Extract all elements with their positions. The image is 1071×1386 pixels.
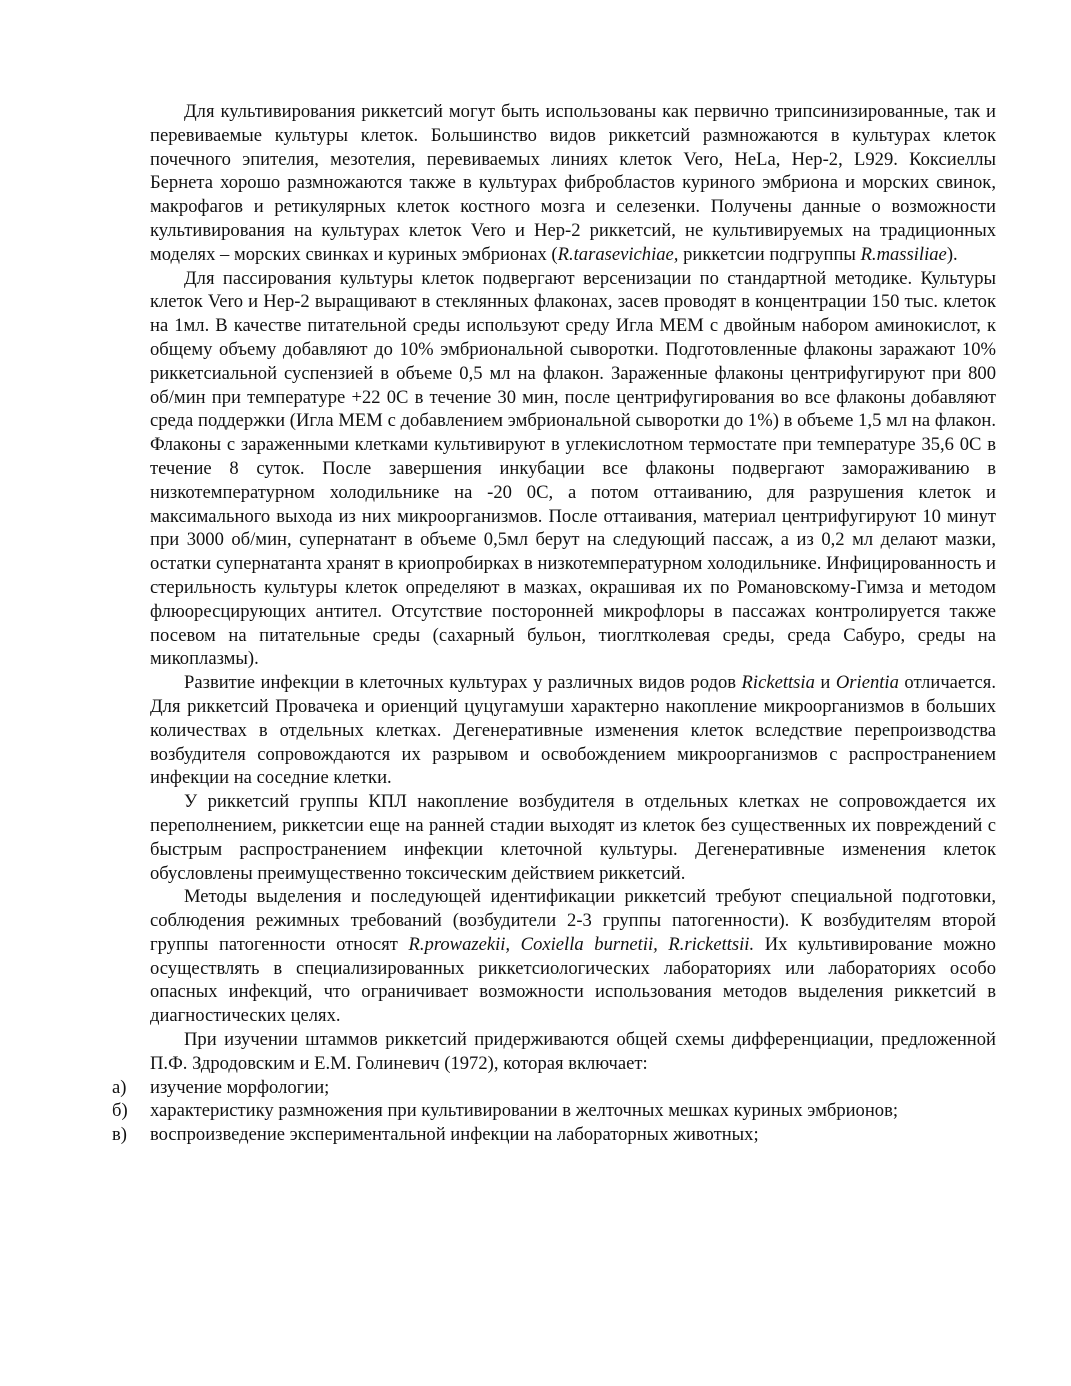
paragraph — [150, 671, 996, 790]
text-run: Для пассирования культуры клеток подвергают версенизации по стандартной методике. Культуры клеток Vero и Hep-2 выращивают в стеклянных флаконах, засев проводят в концентрации 150 тыс. клеток на 1мл. В качестве питательной среды используют среду Игла MEM с двойным набором аминокислот, к общему объему добавляют до 10% эмбриональной сыворотки. Подготовленные флаконы заражают 10% риккетсиальной суспензией в объеме 0,5 мл на флакон. Зараженные флаконы центрифугируют при 800 об/мин при температуре +22 0С в течение 30 мин, после центрифугирования во все флаконы добавляют среда поддержки (Игла MEM с добавлением эмбриональной сыворотки до 1%) в объеме 1,5 мл на флакон. Флаконы с зараженными клетками культивируют в углекислотном термостате при температуре 35,6 0С в течение 8 суток. После завершения инкубации все флаконы подвергают замораживанию в низкотемпературном холодильнике на -20 0С, а потом оттаиванию, для разрушения клеток и максимального выхода из них микроорганизмов. После оттаивания, материал центрифугируют 10 минут при 3000 об/мин, супернатант в объеме 0,5мл берут на следующий пассаж, а из 0,2 мл делают мазки, остатки супернатанта хранят в криопробирках в низкотемпературном холодильнике. Инфицированность и стерильность культуры клеток определяют в мазках, окрашивая их по Романовскому-Гимза и методом флюоресцирующих антител. Отсутствие посторонней микрофлоры в пассажах контролируется также посевом на питательные среды (сахарный бульон, тиоглтколевая среды, среда Сабуро, среды на микоплазмы). — [150, 267, 996, 670]
paragraph — [150, 100, 996, 267]
text-run: Методы выделения и последующей идентификации риккетсий требуют специальной подготовки, соблюдения режимных требований (возбудители 2-3 группы патогенности). К возбудителям второй группы патогенности относят — [150, 886, 996, 955]
text-run: отличается. Для риккетсий Провачека и ориенций цуцугамуши характерно накопление микроорганизмов в больших количествах в отдельных клетках. Дегенеративные изменения клеток вследствие перепроизводства возбудителя сопровождаются их разрывом и освобождением микроорганизмов с распространением инфекции на соседние клетки. — [150, 672, 996, 789]
body-text — [150, 100, 996, 1076]
paragraph — [150, 885, 996, 1028]
text-run: и — [814, 672, 836, 694]
text-run: Для культивирования риккетсий могут быть использованы как первично трипсинизированные, так и перевиваемые культуры клеток. Большинство видов риккетсий размножаются в культурах клеток почечного эпителия, мезотелия, перевиваемых линиях клеток Vero, HeLa, Hep-2, L929. Коксиеллы Бернета хорошо размножаются также в культурах фибробластов куриного эмбриона и морских свинок, макрофагов и ретикулярных клеток костного мозга и селезенки. Получены данные о возможности культивирования на культурах клеток Vero и Hep-2 риккетсий, не культивируемых на традиционных моделях – морских свинках и куриных эмбрионах ( — [150, 101, 996, 265]
paragraph — [150, 267, 996, 672]
text-run: У риккетсий группы КПЛ накопление возбудителя в отдельных клетках не сопровождается их переполнением, риккетсии еще на ранней стадии выходят из клеток без существенных их повреждений с быстрым распространением инфекции клеточной культуры. Дегенеративные изменения клеток обусловлены преимущественно токсическим действием риккетсий. — [150, 791, 996, 884]
list-item-text: воспроизведение экспериментальной инфекции на лабораторных животных; — [150, 1124, 759, 1146]
italic-text: Orientia — [835, 672, 899, 694]
italic-text: R.tarasevichiae, — [557, 243, 679, 265]
italic-text: R.massiliae — [860, 243, 947, 265]
list-item — [112, 1076, 996, 1100]
paragraph — [150, 790, 996, 885]
text-run: Развитие инфекции в клеточных культурах у различных видов родов — [184, 672, 742, 694]
list-item — [112, 1099, 996, 1123]
list-item — [112, 1123, 996, 1147]
paragraph — [150, 1028, 996, 1076]
criteria-list — [112, 1076, 996, 1147]
document-page — [112, 100, 996, 1147]
text-run: Их культивирование можно осуществлять в специализированных риккетсиологических лабораториях или лабораториях особо опасных инфекций, что ограничивает возможности использования методов выделения риккетсий в диагностических целях. — [150, 933, 996, 1027]
text-run: При изучении штаммов риккетсий придерживаются общей схемы дифференциации, предложенной П.Ф. Здродовским и Е.М. Голиневич (1972), которая включает: — [150, 1029, 996, 1074]
list-item-text: изучение морфологии; — [150, 1076, 330, 1098]
list-marker: а) — [112, 1076, 127, 1098]
text-run: риккетсии подгруппы — [678, 243, 861, 265]
list-marker: б) — [112, 1100, 128, 1122]
list-item-text: характеристику размножения при культивировании в желточных мешках куриных эмбрионов; — [150, 1100, 899, 1122]
italic-text: Rickettsia — [741, 672, 815, 694]
list-marker: в) — [112, 1124, 127, 1146]
italic-text: R.prowazekii, Coxiella burnetii, R.rickettsii. — [408, 933, 755, 955]
text-run: ). — [946, 243, 958, 265]
